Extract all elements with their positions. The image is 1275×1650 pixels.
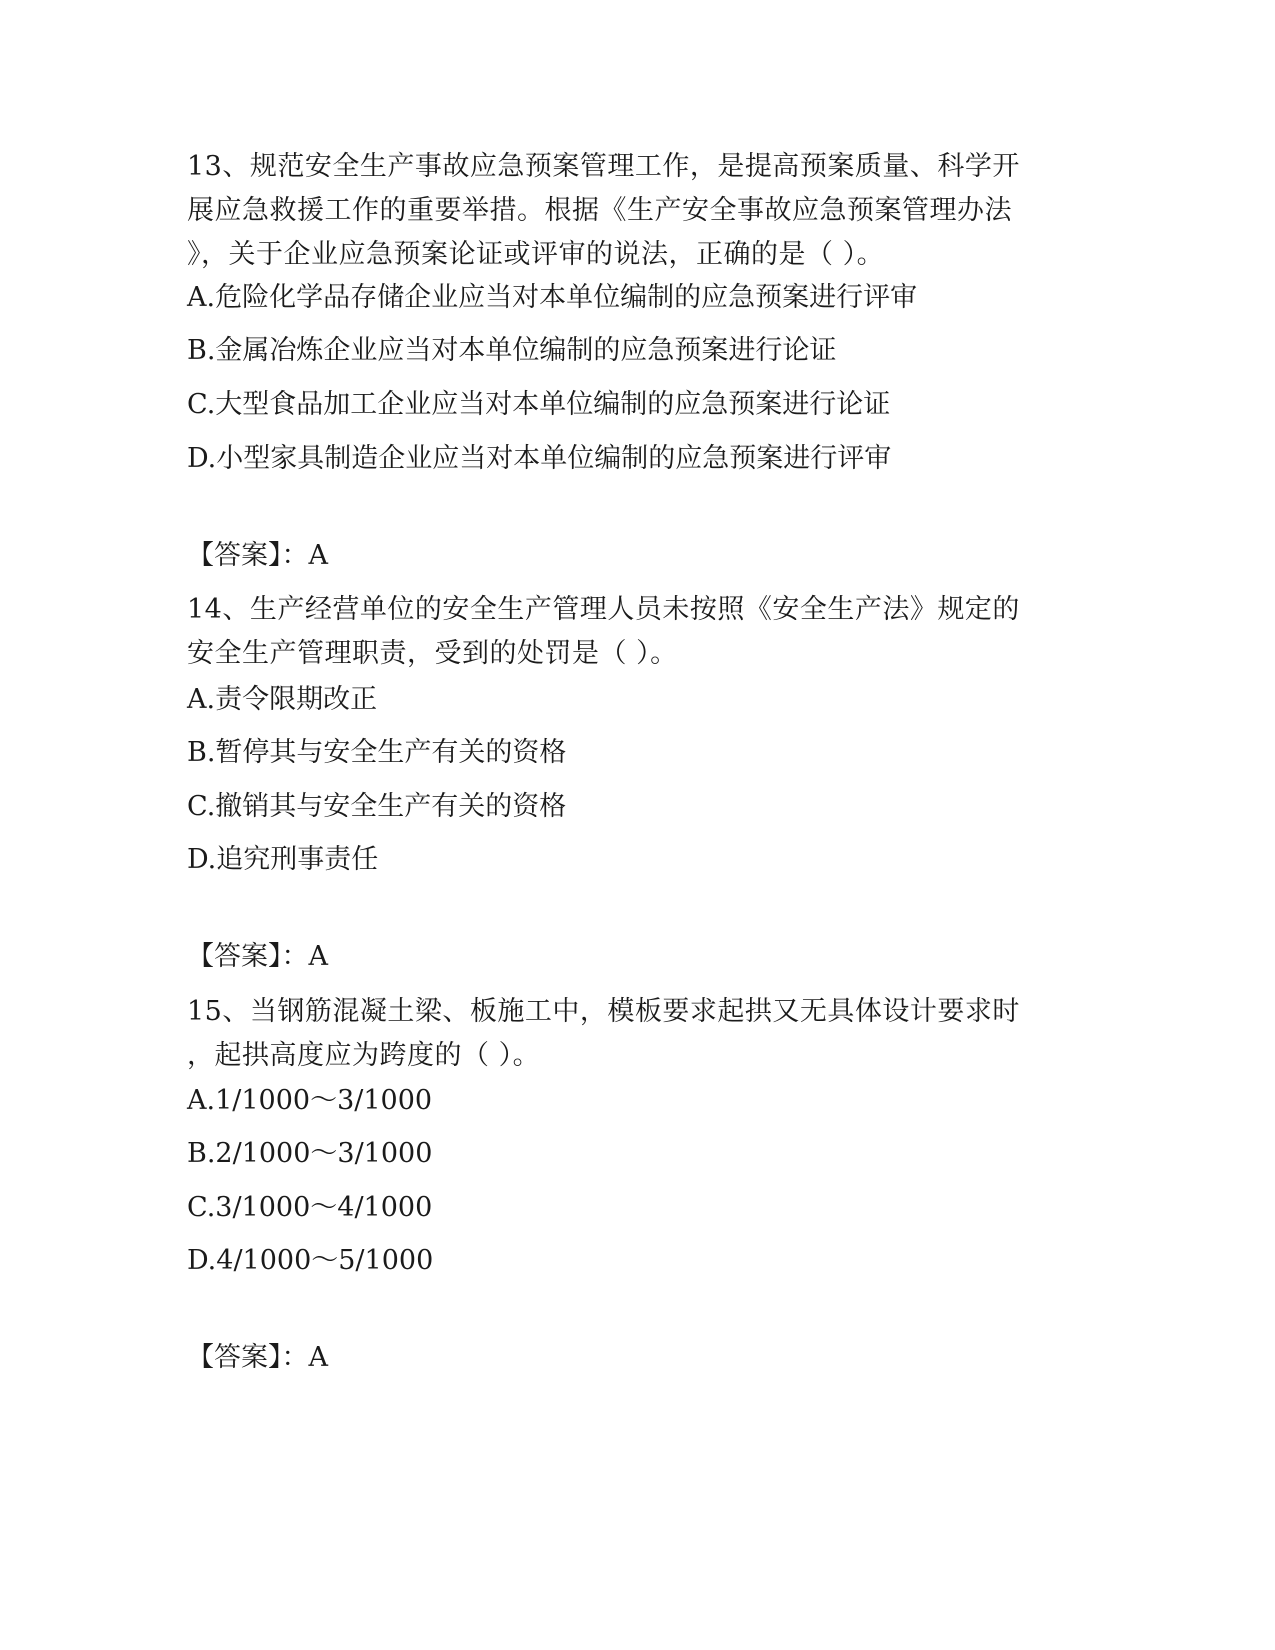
option-b: B.金属冶炼企业应当对本单位编制的应急预案进行论证 bbox=[187, 335, 837, 366]
question-13 bbox=[187, 145, 1067, 277]
answer-13: 【答案】：A bbox=[187, 540, 328, 571]
option-c: C.3/1000～4/1000 bbox=[187, 1192, 433, 1223]
option-d: D.追究刑事责任 bbox=[187, 844, 379, 875]
answer-15: 【答案】：A bbox=[187, 1342, 328, 1373]
option-a: A.1/1000～3/1000 bbox=[187, 1085, 433, 1116]
option-a: A.危险化学品存储企业应当对本单位编制的应急预案进行评审 bbox=[187, 282, 918, 313]
option-c: C.撤销其与安全生产有关的资格 bbox=[187, 791, 567, 822]
option-a: A.责令限期改正 bbox=[187, 684, 378, 715]
answer-14: 【答案】：A bbox=[187, 941, 328, 972]
option-d: D.小型家具制造企业应当对本单位编制的应急预案进行评审 bbox=[187, 443, 892, 474]
option-d: D.4/1000～5/1000 bbox=[187, 1245, 434, 1276]
option-b: B.暂停其与安全生产有关的资格 bbox=[187, 737, 567, 768]
option-b: B.2/1000～3/1000 bbox=[187, 1138, 433, 1169]
question-stem: 15、当钢筋混凝土梁、板施工中，模板要求起拱又无具体设计要求时 ，起拱高度应为跨度的（ ）。 bbox=[187, 996, 1020, 1071]
question-14 bbox=[187, 588, 1067, 676]
question-stem: 13、规范安全生产事故应急预案管理工作，是提高预案质量、科学开 展应急救援工作的重要举措。根据《生产安全事故应急预案管理办法 》，关于企业应急预案论证或评审的说法，正确的是（ ）。 bbox=[187, 151, 1020, 270]
option-c: C.大型食品加工企业应当对本单位编制的应急预案进行论证 bbox=[187, 389, 891, 420]
question-15 bbox=[187, 990, 1067, 1078]
question-stem: 14、生产经营单位的安全生产管理人员未按照《安全生产法》规定的 安全生产管理职责，受到的处罚是（ ）。 bbox=[187, 594, 1020, 669]
